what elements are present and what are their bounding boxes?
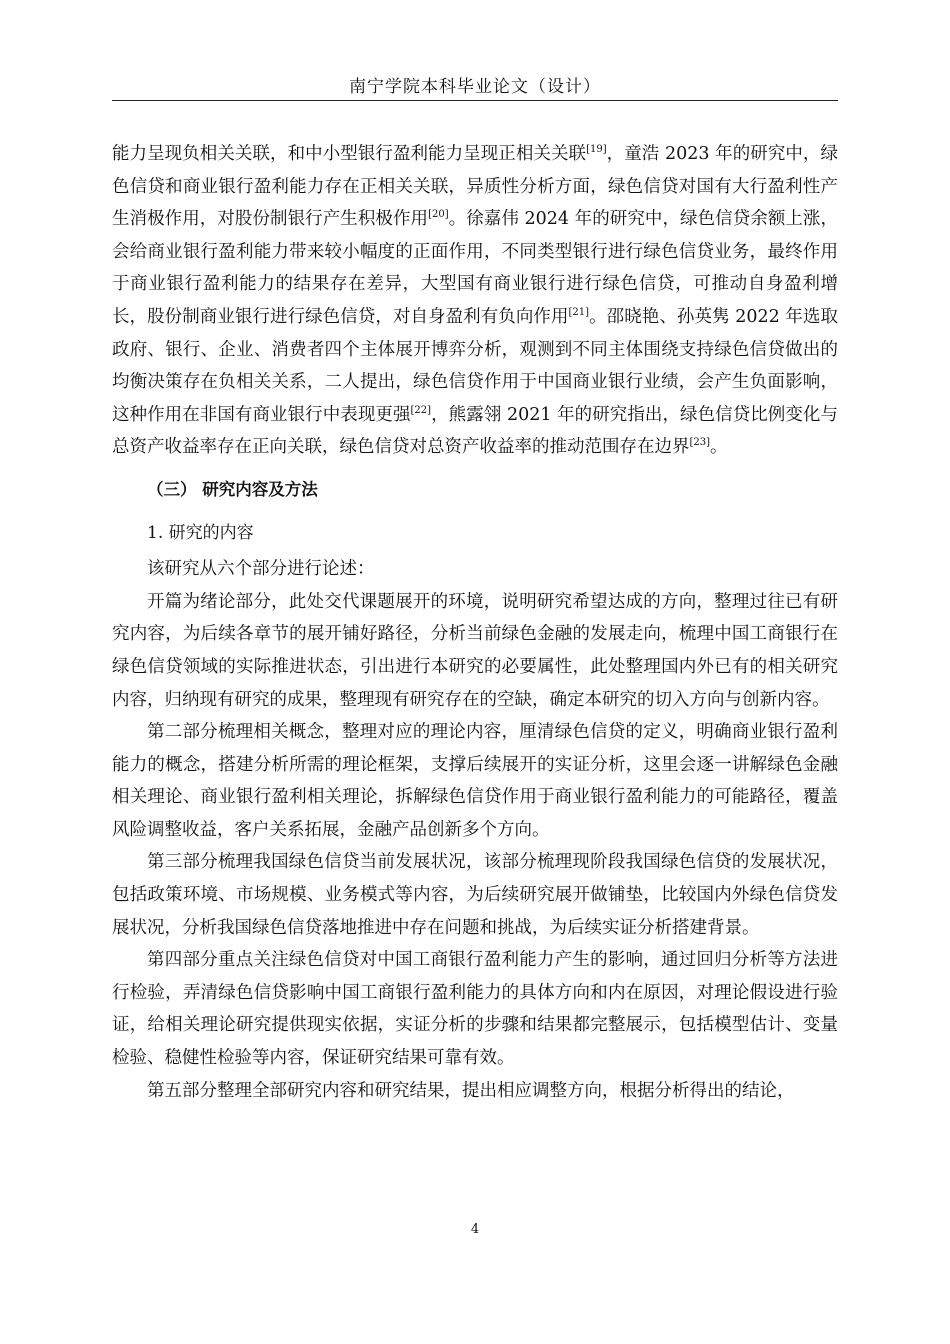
citation-ref: [21] bbox=[568, 307, 590, 319]
text-segment: ，童浩 2023 年的研究中，绿色信贷和商业银行盈利能力存在正相关关联，异质性分析方面，绿色信贷对国有大行盈利性产生消极作用，对股份制银行产生积极作用 bbox=[112, 144, 838, 230]
text-segment: ，熊露翎 2021 年的研究指出，绿色信贷比例变化与总资产收益率存在正向关联，绿色信贷对总资产收益率的推动范围存在边界 bbox=[112, 404, 838, 458]
subsection-heading: 1. 研究的内容 bbox=[147, 522, 254, 543]
citation-ref: [20] bbox=[428, 209, 449, 221]
body-text bbox=[112, 138, 838, 1107]
citation-ref: [19] bbox=[586, 144, 607, 156]
text-segment: 。徐嘉伟 2024 年的研究中，绿色信贷余额上涨，会给商业银行盈利能力带来较小幅度的正面作用，不同类型银行进行绿色信贷业务，最终作用于商业银行盈利能力的结果存在差异，大型国有商业银行进行绿色信贷，可推动自身盈利增长，股份制商业银行进行绿色信贷，对自身盈利有负向作用 bbox=[112, 209, 838, 327]
paragraph-part-5: 第五部分整理全部研究内容和研究结果，提出相应调整方向，根据分析得出的结论， bbox=[147, 1080, 795, 1101]
paragraph-part-4: 第四部分重点关注绿色信贷对中国工商银行盈利能力产生的影响，通过回归分析等方法进行检验，弄清绿色信贷影响中国工商银行盈利能力的具体方向和内在原因，对理论假设进行验证，给相关理论研究提供现实依据，实证分析的步骤和结果都完整展示，包括模型估计、变量检验、稳健性检验等内容，保证研究结果可靠有效。 bbox=[112, 950, 838, 1069]
citation-ref: [23] bbox=[689, 437, 711, 449]
paragraph-part-2: 第二部分梳理相关概念，整理对应的理论内容，厘清绿色信贷的定义，明确商业银行盈利能力的概念，搭建分析所需的理论框架，支撑后续展开的实证分析，这里会逐一讲解绿色金融相关理论、商业银行盈利相关理论，拆解绿色信贷作用于商业银行盈利能力的可能路径，覆盖风险调整收益，客户关系拓展，金融产品创新多个方向。 bbox=[112, 722, 838, 840]
paragraph-part-3: 第三部分梳理我国绿色信贷当前发展状况，该部分梳理现阶段我国绿色信贷的发展状况，包括政策环境、市场规模、业务模式等内容，为后续研究展开做铺垫，比较国内外绿色信贷发展状况，分析我国绿色信贷落地推进中存在问题和挑战，为后续实证分析搭建背景。 bbox=[112, 852, 838, 938]
text-segment: 。邵晓艳、孙英隽 2022 年选取政府、银行、企业、消费者四个主体展开博弈分析，观测到不同主体围绕支持绿色信贷做出的均衡决策存在负相关关系，二人提出，绿色信贷作用于中国商业银行业绩，会产生负面影响，这种作用在非国有商业银行中表现更强 bbox=[112, 306, 838, 425]
citation-ref: [22] bbox=[410, 404, 432, 416]
text-segment: 。 bbox=[710, 437, 728, 458]
continuation-paragraph bbox=[112, 138, 838, 464]
text-segment: 能力呈现负相关关联，和中小型银行盈利能力呈现正相关关联 bbox=[112, 144, 587, 164]
header-rule bbox=[112, 100, 838, 101]
running-header: 南宁学院本科毕业论文（设计） bbox=[349, 77, 601, 97]
paragraph-part-1: 开篇为绪论部分，此处交代课题展开的环境，说明研究希望达成的方向，整理过往已有研究内容，为后续各章节的展开铺好路径，分析当前绿色金融的发展走向，梳理中国工商银行在绿色信贷领域的实际推进状态，引出进行本研究的必要属性，此处整理国内外已有的相关研究内容，归纳现有研究的成果，整理现有研究存在的空缺，确定本研究的切入方向与创新内容。 bbox=[112, 591, 838, 710]
paragraph-intro: 该研究从六个部分进行论述： bbox=[147, 559, 375, 580]
section-heading: （三） 研究内容及方法 bbox=[147, 479, 318, 499]
page-number: 4 bbox=[470, 1222, 480, 1237]
